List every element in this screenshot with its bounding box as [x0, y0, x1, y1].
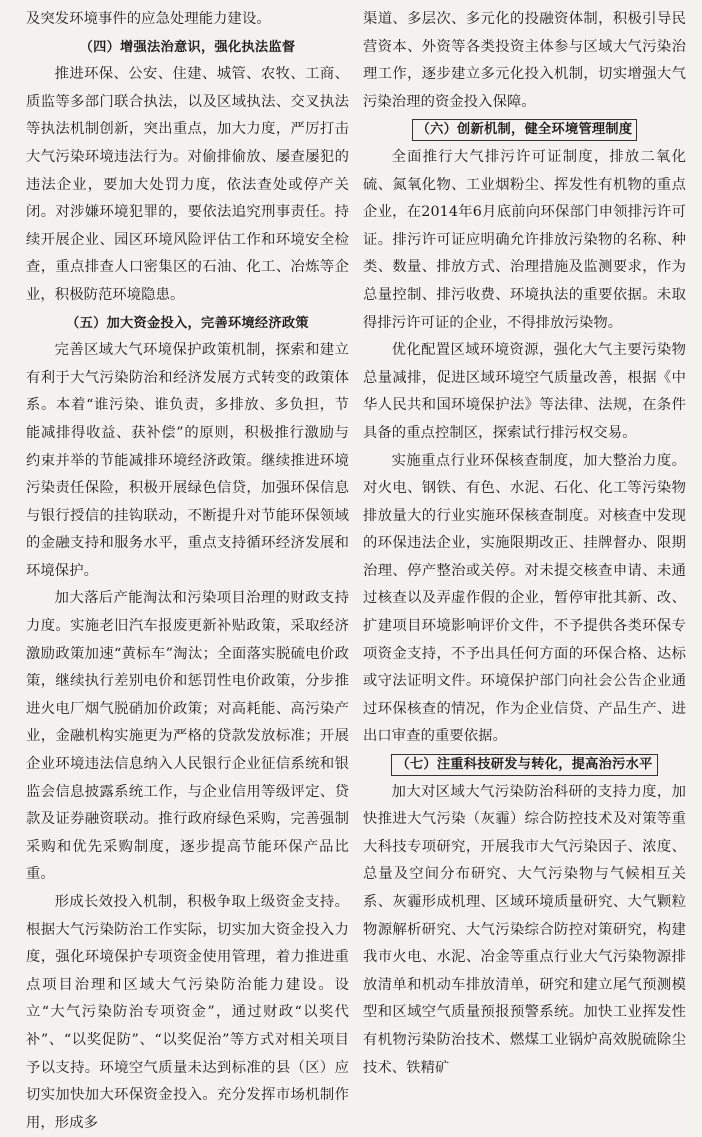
section-heading-text: （四）增强法治意识，强化执法监督	[79, 39, 296, 55]
section-heading-text: （五）加大资金投入，完善环境经济政策	[66, 315, 309, 331]
section-heading-text: （七）注重科技研发与转化，提高治污水平	[391, 754, 657, 776]
paragraph: 全面推行大气排污许可证制度，排放二氧化硫、氮氧化物、工业烟粉尘、挥发性有机物的重点企业，在2014年6月底前向环保部门申领排污许可证。排污许可证应明确允许排放污染物的名称、种类、数量、排放方式、治理措施及监测要求，作为总量控制、排污收费、环境执法的重要依据。未取得排污许可证的企业，不得排放污染物。	[363, 148, 686, 331]
paragraph: 形成长效投入机制，积极争取上级资金支持。根据大气污染防治工作实际，切实加大资金投入力度，强化环境保护专项资金使用管理，着力推进重点项目治理和区域大气污染防治能力建设。设立“大气污染防治专项资金”，通过财政“以奖代补”、“以奖促防”、“以奖促治”等方式对相关项目予以支持。环境空气质量未达到标准的县（区）应切实加快加大环保资金投入。充分发挥市场机制作用，形成多	[26, 894, 349, 1131]
left-column	[26, 6, 349, 1131]
section-heading	[363, 751, 686, 779]
section-heading	[363, 116, 686, 144]
paragraph: 及突发环境事件的应急处理能力建设。	[26, 11, 271, 27]
paragraph: 加大落后产能淘汰和污染项目治理的财政支持力度。实施老旧汽车报废更新补贴政策，采取经济激励政策加速“黄标车”淘汰；全面落实脱硫电价政策，继续执行差别电价和惩罚性电价政策，分步推进火电厂烟气脱硝加价政策；对高耗能、高污染产业，金融机构实施更为严格的贷款发放标准；开展企业环境违法信息纳入人民银行企业征信系统和银监会信息披露系统工作，与企业信用等级评定、贷款及证券融资联动。推行政府绿色采购，完善强制采购和优先采购制度，逐步提高节能环保产品比重。	[26, 590, 349, 883]
paragraph: 推进环保、公安、住建、城管、农牧、工商、质监等多部门联合执法，以及区域执法、交叉执法等执法机制创新，突出重点，加大力度，严厉打击大气污染环境违法行为。对偷排偷放、屡查屡犯的违法企业，要加大处罚力度，依法查处或停产关闭。对涉嫌环境犯罪的，要依法追究刑事责任。持续开展企业、园区环境风险评估工作和环境安全检查，重点排查人口密集区的石油、化工、冶炼等企业，积极防范环境隐患。	[26, 66, 349, 303]
paragraph: 完善区域大气环境保护政策机制，探索和建立有利于大气污染防治和经济发展方式转变的政策体系。本着“谁污染、谁负责，多排放、多负担，节能减排得收益、获补偿”的原则，积极推行激励与约束并举的节能减排环境经济政策。继续推进环境污染责任保险，积极开展绿色信贷，加强环保信息与银行授信的挂钩联动，不断提升对节能环保领域的金融支持和服务水平，重点支持循环经济发展和环境保护。	[26, 342, 349, 579]
section-heading-text: （六）创新机制，健全环境管理制度	[412, 119, 638, 141]
paragraph: 实施重点行业环保核查制度，加大整治力度。对火电、钢铁、有色、水泥、石化、化工等污染物排放量大的行业实施环保核查制度。对核查中发现的环保违法企业，实施限期改正、挂牌督办、限期治理、停产整治或关停。对未提交核查申请、未通过核查以及弄虚作假的企业，暂停审批其新、改、扩建项目环境影响评价文件，不予提供各类环保专项资金支持，不予出具任何方面的环保合格、达标或守法证明文件。环境保护部门向社会公告企业通过环保核查的情况，作为企业信贷、产品生产、进出口审查的重要依据。	[363, 452, 686, 745]
paragraph: 加大对区域大气污染防治科研的支持力度，加快推进大气污染（灰霾）综合防控技术及对策等重大科技专项研究，开展我市大气污染因子、浓度、总量及空间分布研究、大气污染物与气候相互关系、灰霾形成机理、区域环境质量研究、大气颗粒物源解析研究、大气污染综合防控对策研究，构建我市火电、水泥、冶金等重点行业大气污染物源排放清单和机动车排放清单，研究和建立尾气预测模型和区域空气质量预报预警系统。加快工业挥发性有机物污染防治技术、燃煤工业锅炉高效脱硫除尘技术、铁精矿	[363, 783, 686, 1076]
section-heading	[26, 34, 349, 62]
right-column	[363, 6, 686, 1076]
paragraph: 优化配置区域环境资源，强化大气主要污染物总量减排，促进区域环境空气质量改善，根据《中华人民共和国环境保护法》等法律、法规，在条件具备的重点控制区，探索试行排污权交易。	[363, 342, 686, 441]
section-heading	[26, 310, 349, 338]
paragraph: 渠道、多层次、多元化的投融资体制，积极引导民营资本、外资等各类投资主体参与区域大气污染治理工作，逐步建立多元化投入机制，切实增强大气污染治理的资金投入保障。	[363, 11, 686, 110]
